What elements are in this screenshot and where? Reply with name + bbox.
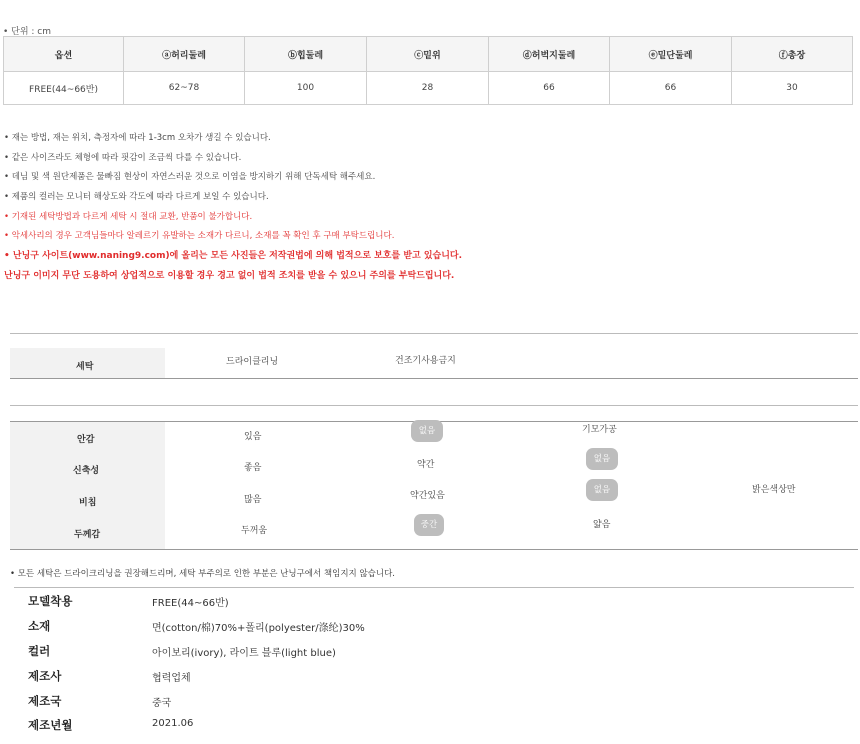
info-key: 제조사 [28, 669, 62, 683]
info-value: FREE(44~66반) [152, 598, 229, 609]
info-row-material [28, 613, 848, 637]
info-row-manufacture-date [28, 712, 848, 736]
info-value: 2021.06 [152, 718, 194, 729]
size-cell-length: 30 [732, 72, 853, 105]
attr-light-colors-only: 밝은색상만 [752, 485, 796, 495]
size-table-header-row [4, 37, 853, 72]
attr-label-lining: 안감 [77, 435, 95, 445]
size-cell-hem: 66 [610, 72, 732, 105]
attr-label-sheer: 비침 [79, 498, 97, 508]
unit-label: • 단위 : cm [3, 27, 52, 37]
attr-lining-brushed: 기모가공 [582, 425, 617, 435]
divider [10, 378, 858, 379]
attr-thickness-thin: 얇음 [593, 520, 611, 530]
attr-stretch-none-selected: 없음 [586, 448, 618, 470]
size-header-rise: ⓒ밑위 [367, 37, 489, 72]
notice-list [4, 131, 854, 289]
size-table-row [4, 72, 853, 105]
wash-method: 드라이클리닝 [226, 357, 279, 367]
info-row-model-size [28, 588, 848, 612]
info-key: 컬러 [28, 644, 51, 658]
info-key: 제조년월 [28, 718, 73, 732]
size-cell-waist: 62~78 [124, 72, 245, 105]
size-header-hem: ⓔ밑단둘레 [610, 37, 732, 72]
wash-label: 세탁 [76, 362, 94, 372]
attr-lining-no-selected: 없음 [411, 420, 443, 442]
attr-thickness-medium-selected: 중간 [414, 514, 444, 536]
divider [10, 405, 858, 406]
info-row-country [28, 688, 848, 712]
size-header-thigh: ⓓ허벅지둘레 [489, 37, 610, 72]
size-header-length: ⓕ총장 [732, 37, 853, 72]
info-value: 중국 [152, 698, 172, 709]
info-row-manufacturer [28, 663, 848, 687]
notice-item: • 같은 사이즈라도 체형에 따라 핏감이 조금씩 다를 수 있습니다. [4, 152, 242, 163]
attr-stretch-good: 좋음 [244, 463, 262, 473]
info-value: 아이보리(ivory), 라이트 블루(light blue) [152, 648, 336, 659]
attr-thickness-thick: 두꺼움 [241, 526, 268, 536]
size-header-hip: ⓑ힙둘레 [245, 37, 367, 72]
attr-sheer-slight: 약간있음 [410, 491, 445, 501]
info-key: 제조국 [28, 694, 62, 708]
size-cell-hip: 100 [245, 72, 367, 105]
info-key: 소재 [28, 619, 51, 633]
divider [10, 333, 858, 334]
size-cell-option: FREE(44~66반) [4, 72, 124, 105]
size-header-waist: ⓐ허리둘레 [124, 37, 245, 72]
copyright-warning: 난닝구 이미지 무단 도용하여 상업적으로 이용할 경우 경고 없이 법적 조치를 받을 수 있으니 주의를 부탁드립니다. [4, 270, 455, 281]
copyright-notice: • 난닝구 사이트(www.naning9.com)에 올리는 모든 사진들은 저작권법에 의해 법적으로 보호를 받고 있습니다. [4, 251, 463, 262]
attr-stretch-slight: 약간 [417, 460, 435, 470]
notice-item: • 제품의 컬러는 모니터 해상도와 각도에 따라 다르게 보일 수 있습니다. [4, 192, 269, 203]
attr-label-stretch: 신축성 [73, 466, 100, 476]
info-key: 모델착용 [28, 594, 73, 608]
attr-sheer-none-selected: 없음 [586, 479, 618, 501]
divider [10, 549, 858, 550]
wash-footnote: • 모든 세탁은 드라이크리닝을 권장해드리며, 세탁 부주의로 인한 부분은 난닝구에서 책임지지 않습니다. [10, 569, 396, 579]
attr-label-thickness: 두께감 [74, 530, 101, 540]
attr-sheer-much: 많음 [244, 495, 262, 505]
notice-item-warning: • 기재된 세탁방법과 다르게 세탁 시 절대 교환, 반품이 불가합니다. [4, 211, 253, 222]
size-cell-thigh: 66 [489, 72, 610, 105]
info-row-color [28, 638, 848, 662]
notice-item-warning: • 악세사리의 경우 고객님들마다 알레르기 유발하는 소재가 다르니, 소재를 꼭 확인 후 구매 부탁드립니다. [4, 231, 395, 242]
size-table [3, 36, 853, 105]
size-header-option: 옵션 [4, 37, 124, 72]
size-cell-rise: 28 [367, 72, 489, 105]
notice-item: • 데님 및 색 원단제품은 물빠짐 현상이 자연스러운 것으로 이염을 방지하기 위해 단독세탁 해주세요. [4, 172, 376, 183]
wash-caution: 건조기사용금지 [395, 356, 456, 366]
info-value: 면(cotton/棉)70%+폴리(polyester/涤纶)30% [152, 623, 365, 634]
info-value: 협력업체 [152, 673, 191, 684]
attr-lining-yes: 있음 [244, 432, 262, 442]
notice-item: • 재는 방법, 재는 위치, 측정자에 따라 1-3cm 오차가 생길 수 있습니다. [4, 133, 271, 143]
